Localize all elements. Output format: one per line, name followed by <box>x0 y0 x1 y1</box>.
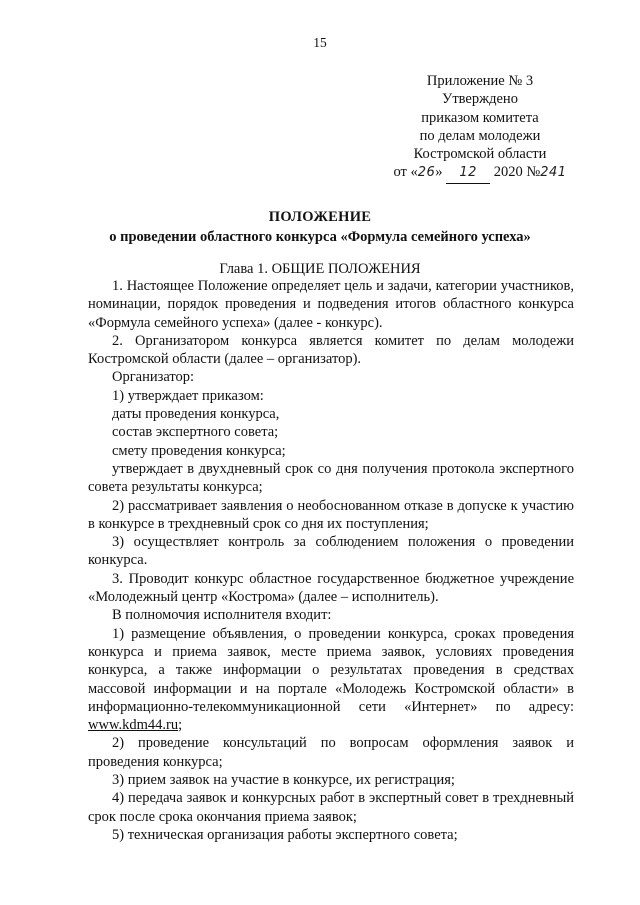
title-subtitle: о проведении областного конкурса «Формула семейного успеха» <box>109 229 531 245</box>
paragraph: смету проведения конкурса; <box>112 442 286 459</box>
document-title <box>0 207 640 247</box>
paragraph: 5) техническая организация работы экспертного совета; <box>112 826 458 843</box>
paragraph: 3. Проводит конкурс областное государственное бюджетное учреждение «Молодежный центр «Кострома» (далее – исполнитель). <box>88 570 574 606</box>
appendix-label: Приложение № 3 <box>426 73 534 89</box>
handwritten-month: 12 <box>446 164 490 183</box>
region-label: Костромской области <box>413 146 547 163</box>
website-link[interactable]: www.kdm44.ru <box>88 717 179 734</box>
paragraph: 2) проведение консультаций по вопросам оформления заявок и проведения конкурса; <box>88 735 574 770</box>
approval-date-line: от «26» 12 2020 №241 <box>380 163 580 183</box>
handwritten-number: 241 <box>540 165 567 181</box>
paragraph: утверждает в двухдневный срок со дня получения протокола экспертного совета результаты конкурса; <box>88 460 574 496</box>
order-label: приказом комитета <box>421 109 539 126</box>
document-body <box>88 277 574 844</box>
paragraph: 3) осуществляет контроль за соблюдением положения о проведении конкурса. <box>88 534 574 569</box>
approved-label: Утверждено <box>442 91 518 108</box>
approval-stamp <box>380 72 580 184</box>
paragraph: В полномочия исполнителя входит: <box>112 607 332 624</box>
paragraph: 1. Настоящее Положение определяет цель и задачи, категории участников, номинации, порядок проведения и подведения итогов областного конкурса «Формула семейного успеха» (далее - конкурс). <box>88 278 574 331</box>
handwritten-day: 26 <box>417 165 436 181</box>
paragraph: состав экспертного совета; <box>112 424 279 441</box>
title-main: ПОЛОЖЕНИЕ <box>268 209 372 225</box>
paragraph: 1) утверждает приказом: <box>112 387 264 404</box>
paragraph: 2. Организатором конкурса является комитет по делам молодежи Костромской области (далее – организатор). <box>88 332 574 368</box>
chapter-heading: Глава 1. ОБЩИЕ ПОЛОЖЕНИЯ <box>219 261 421 277</box>
committee-label: по делам молодежи <box>419 127 541 144</box>
paragraph-with-link: 1) размещение объявления, о проведении конкурса, сроках проведения конкурса и приема заявок, месте приема заявок, условиях проведения конкурса, а также информации о результатах проведения в средствах массовой информации и на портале «Молодежь Костромской области» в информационно-телекоммуникационной сети «Интернет» по адресу: www.kdm44.ru; <box>88 625 574 734</box>
page-number: 15 <box>313 35 327 50</box>
paragraph: 3) прием заявок на участие в конкурсе, их регистрация; <box>112 772 455 789</box>
paragraph: Организатор: <box>112 369 195 386</box>
paragraph: 2) рассматривает заявления о необоснованном отказе в допуске к участию в конкурсе в трехдневный срок со дня их поступления; <box>88 497 574 532</box>
paragraph: 4) передача заявок и конкурсных работ в экспертный совет в трехдневный срок после срока окончания приема заявок; <box>88 790 574 825</box>
paragraph: даты проведения конкурса, <box>112 406 280 423</box>
